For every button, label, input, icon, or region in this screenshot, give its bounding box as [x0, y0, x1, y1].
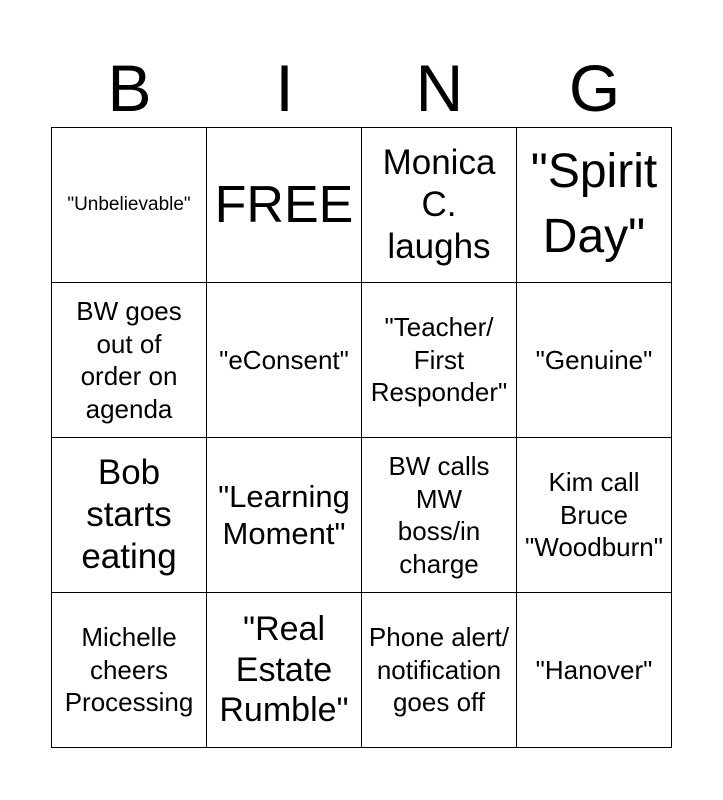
cell-text: "Learning Moment"	[218, 478, 350, 551]
header-letter-i: I	[275, 51, 294, 125]
cell-text: Monica C. laughs	[382, 143, 496, 266]
bingo-cell[interactable]	[207, 283, 362, 438]
free-space-cell[interactable]	[207, 128, 362, 283]
bingo-cell[interactable]	[52, 593, 207, 748]
cell-text: "Real Estate Rumble"	[219, 609, 349, 730]
cell-text: Michelle cheers Processing	[64, 622, 194, 718]
bingo-cell[interactable]	[362, 283, 517, 438]
bingo-cell[interactable]	[517, 283, 672, 438]
bingo-cell[interactable]	[517, 593, 672, 748]
cell-text: Phone alert/ notification goes off	[368, 622, 510, 718]
cell-text: "Hanover"	[535, 654, 653, 685]
bingo-cell[interactable]	[362, 438, 517, 593]
bingo-header	[52, 48, 672, 128]
cell-text: Kim call Bruce "Woodburn"	[525, 467, 663, 563]
bingo-cell[interactable]	[207, 438, 362, 593]
bingo-cell[interactable]	[52, 283, 207, 438]
cell-text: BW goes out of order on agenda	[76, 296, 182, 424]
header-letter-b: B	[107, 51, 152, 125]
bingo-cell[interactable]	[517, 438, 672, 593]
cell-text: "eConsent"	[219, 344, 349, 375]
header-letter-g: G	[568, 51, 621, 125]
bingo-board	[51, 127, 672, 748]
cell-text: "Unbelievable"	[67, 194, 191, 216]
bingo-cell[interactable]	[207, 593, 362, 748]
bingo-cell[interactable]	[362, 128, 517, 283]
cell-text: "Teacher/ First Responder"	[370, 312, 508, 408]
bingo-cell[interactable]	[362, 593, 517, 748]
bingo-cell[interactable]	[52, 438, 207, 593]
header-letter-n: N	[415, 51, 464, 125]
cell-text: "Spirit Day"	[530, 145, 658, 263]
cell-text: BW calls MW boss/in charge	[388, 451, 490, 579]
cell-text: Bob starts eating	[81, 453, 177, 576]
bingo-cell[interactable]	[517, 128, 672, 283]
bingo-cell[interactable]	[52, 128, 207, 283]
cell-text: "Genuine"	[535, 344, 653, 375]
cell-text: FREE	[214, 176, 354, 234]
